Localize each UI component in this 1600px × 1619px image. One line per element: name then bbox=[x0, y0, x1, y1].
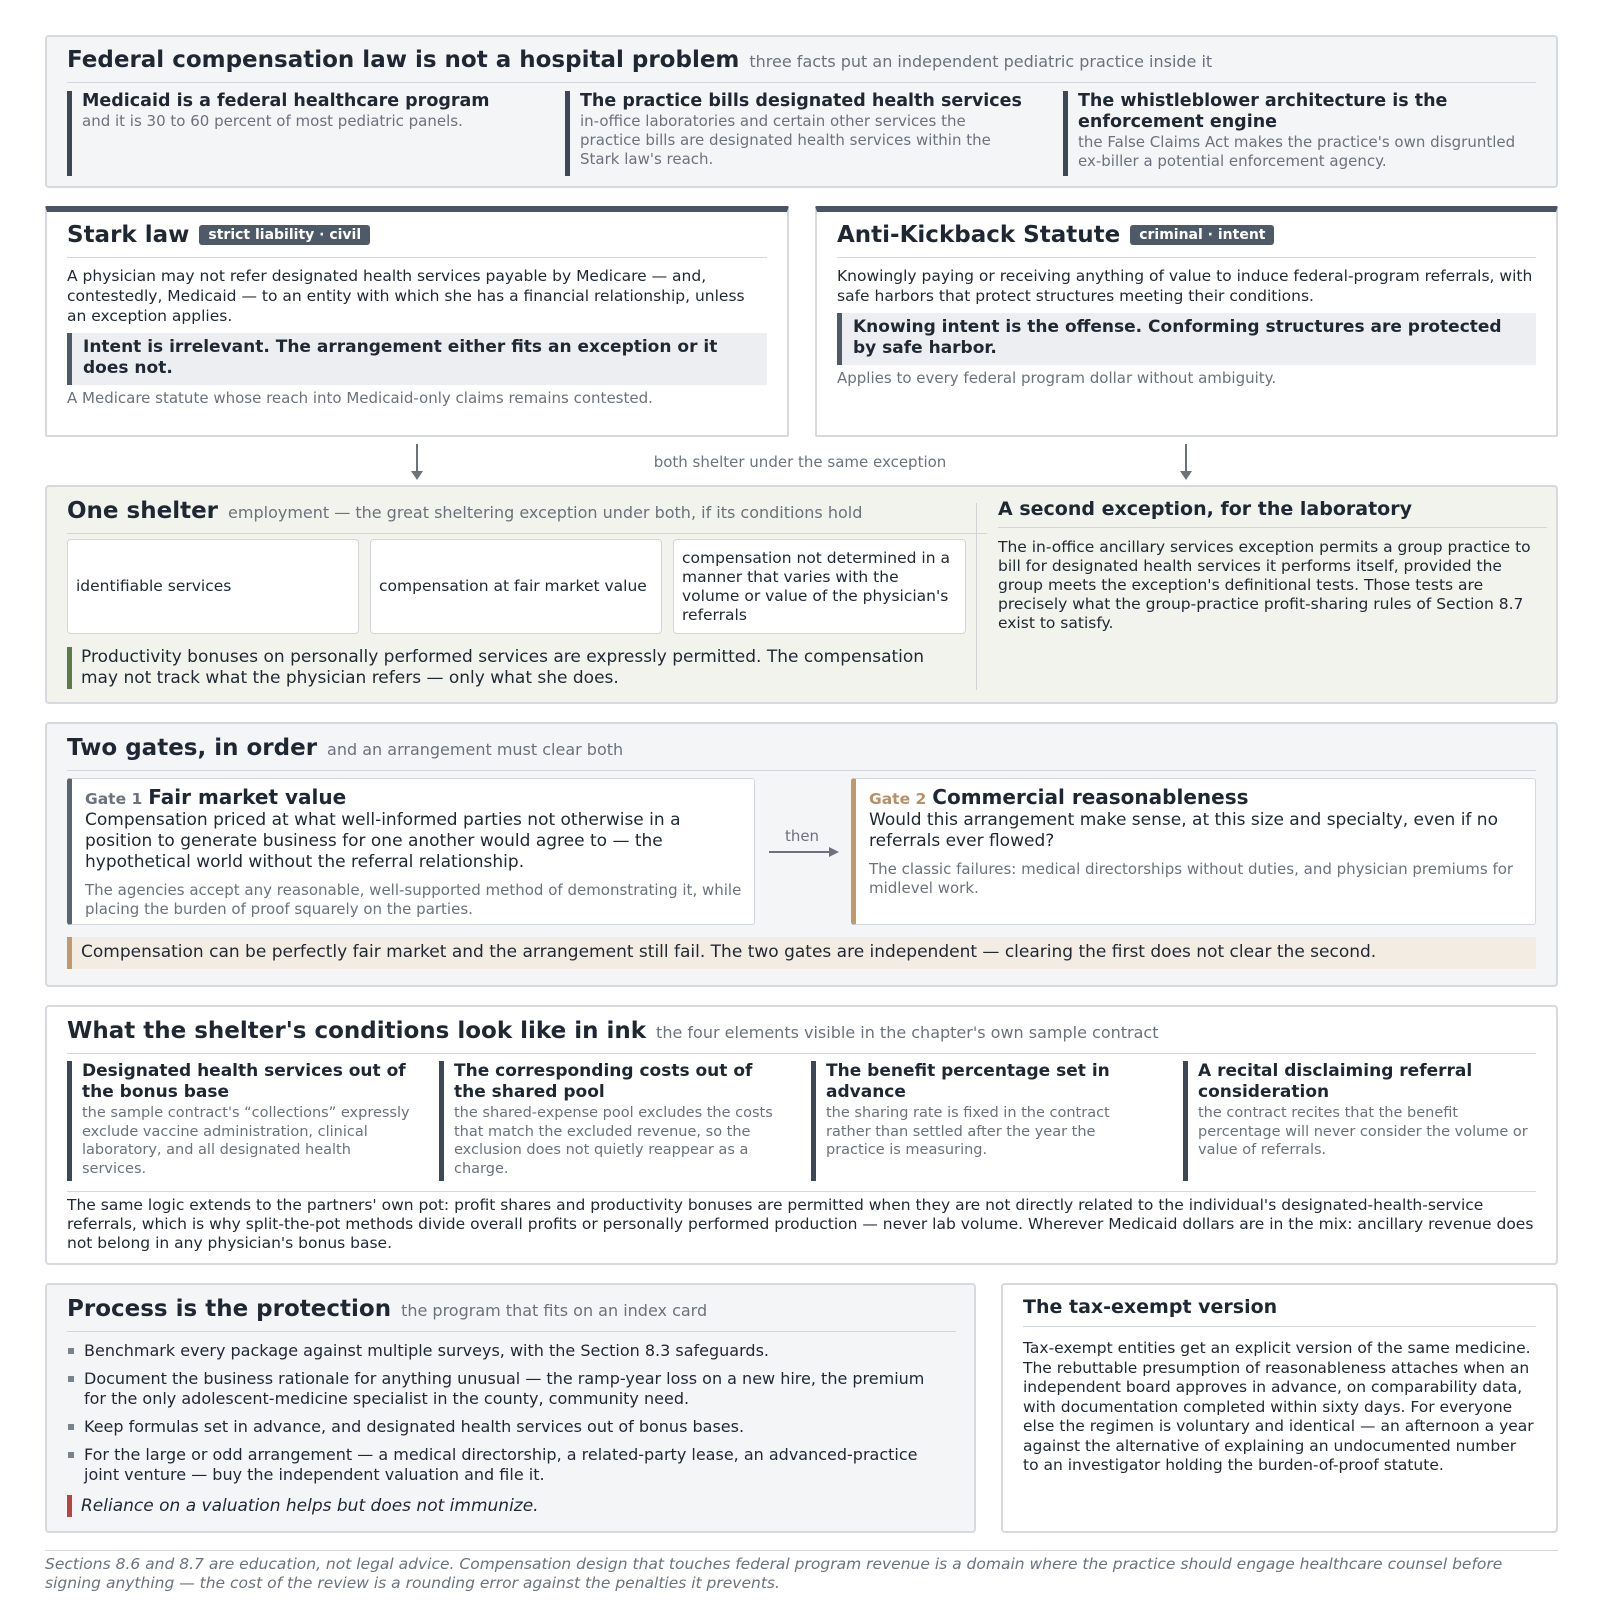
fact-title: The practice bills designated health services bbox=[580, 91, 1022, 111]
process-item: For the large or odd arrangement — a medical directorship, a related-party lease, an advanced-practice joint venture — buy the independent valuation and file it. bbox=[67, 1445, 927, 1485]
then-arrow bbox=[765, 844, 845, 860]
aks-note: Applies to every federal program dollar without ambiguity. bbox=[837, 369, 1277, 387]
element-referral-recital bbox=[1183, 1061, 1533, 1181]
process-list bbox=[67, 1341, 927, 1493]
aks-arrowhead bbox=[1180, 471, 1192, 480]
gate-fair-market-value bbox=[67, 778, 755, 925]
element-desc: the contract recites that the benefit percentage will never consider the volume or value of referrals. bbox=[1198, 1105, 1528, 1158]
fact-dhs bbox=[565, 91, 1025, 176]
shelter-header bbox=[67, 498, 987, 534]
ink-subtitle: the four elements visible in the chapter's own sample contract bbox=[656, 1023, 1159, 1042]
lab-exception-title: A second exception, for the laboratory bbox=[998, 498, 1547, 528]
element-desc: the shared-expense pool excludes the costs that match the excluded revenue, so the exclusion does not quietly reappear as a charge. bbox=[454, 1105, 773, 1177]
stark-arrowhead bbox=[411, 471, 423, 480]
element-desc: the sharing rate is fixed in the contract rather than settled after the year the practice is measuring. bbox=[826, 1105, 1110, 1158]
gates-title: Two gates, in order bbox=[67, 735, 318, 761]
fact-whistleblower bbox=[1063, 91, 1531, 176]
condition-fair-market-value: compensation at fair market value bbox=[370, 539, 662, 634]
fact-title: The whistleblower architecture is the enforcement engine bbox=[1078, 91, 1448, 132]
intro-header bbox=[67, 47, 1536, 83]
anti-kickback-panel bbox=[815, 206, 1558, 437]
stark-body: A physician may not refer designated health services payable by Medicare — and, contestedly, Medicaid — to an entity with which she has a financial relationship, unless an exception applies. bbox=[67, 267, 745, 325]
shelter-note: Productivity bonuses on personally performed services are expressly permitted. The compensation may not track what the physician refers — only what she does. bbox=[67, 647, 957, 689]
stark-title: Stark law bbox=[67, 222, 190, 248]
tax-exempt-panel bbox=[1001, 1283, 1558, 1533]
aks-title: Anti-Kickback Statute bbox=[837, 222, 1121, 248]
connector-label: both shelter under the same exception bbox=[653, 453, 947, 471]
element-title: The benefit percentage set in advance bbox=[826, 1061, 1110, 1102]
element-desc: the sample contract's “collections” expressly exclude vaccine administration, clinical laboratory, and all designated health services. bbox=[82, 1105, 410, 1177]
gate2-note: The classic failures: medical directorships without duties, and physician premiums for midlevel work. bbox=[869, 860, 1514, 897]
gates-panel bbox=[45, 722, 1558, 987]
gates-header bbox=[67, 735, 1536, 771]
fact-title: Medicaid is a federal healthcare program bbox=[82, 91, 490, 111]
stark-callout: Intent is irrelevant. The arrangement either fits an exception or it does not. bbox=[67, 333, 767, 385]
fact-medicaid bbox=[67, 91, 537, 176]
ink-header bbox=[67, 1018, 1536, 1054]
gate1-label: Gate 1 bbox=[85, 790, 143, 808]
element-dhs-out-of-bonus bbox=[67, 1061, 412, 1181]
then-label: then bbox=[784, 827, 820, 845]
fact-desc: the False Claims Act makes the practice's own disgruntled ex-biller a potential enforcement agency. bbox=[1078, 133, 1516, 170]
aks-header bbox=[837, 222, 1536, 258]
aks-callout: Knowing intent is the offense. Conforming structures are protected by safe harbor. bbox=[837, 313, 1536, 365]
fact-desc: and it is 30 to 60 percent of most pediatric panels. bbox=[82, 112, 463, 130]
ink-title: What the shelter's conditions look like in ink bbox=[67, 1018, 647, 1044]
process-subtitle: the program that fits on an index card bbox=[401, 1301, 708, 1320]
process-warning: Reliance on a valuation helps but does not immunize. bbox=[67, 1495, 539, 1517]
condition-identifiable-services: identifiable services bbox=[67, 539, 359, 634]
stark-header bbox=[67, 222, 767, 258]
process-item: Keep formulas set in advance, and designated health services out of bonus bases. bbox=[67, 1417, 927, 1437]
gates-footer: Compensation can be perfectly fair market and the arrangement still fail. The two gates are independent — clearing the first does not clear the second. bbox=[67, 937, 1536, 969]
aks-badge: criminal · intent bbox=[1130, 225, 1274, 245]
disclaimer: Sections 8.6 and 8.7 are education, not legal advice. Compensation design that touches federal program revenue is a domain where the practice should engage healthcare counsel before signing anything — the cost of the review is a rounding error against the penalties it prevents. bbox=[45, 1555, 1503, 1592]
intro-title: Federal compensation law is not a hospital problem bbox=[67, 47, 740, 73]
gate-commercial-reasonableness bbox=[851, 778, 1536, 925]
stark-note: A Medicare statute whose reach into Medicaid-only claims remains contested. bbox=[67, 389, 653, 407]
intro-subtitle: three facts put an independent pediatric practice inside it bbox=[749, 52, 1213, 71]
ink-footer: The same logic extends to the partners' own pot: profit shares and productivity bonuses are permitted when they are not directly related to the individual's designated-health-service referrals, which is why split-the-pot methods divide overall profits or personally performed production — never lab volume. Wherever Medicaid dollars are in the mix: ancillary revenue does not belong in any physician's bonus base. bbox=[67, 1196, 1534, 1252]
shelter-panel bbox=[45, 485, 1558, 704]
gate2-body: Would this arrangement make sense, at this size and specialty, even if no referrals ever flowed? bbox=[869, 810, 1498, 851]
disclaimer-divider bbox=[45, 1550, 1558, 1551]
process-item: Benchmark every package against multiple surveys, with the Section 8.3 safeguards. bbox=[67, 1341, 927, 1361]
shelter-divider bbox=[976, 503, 977, 690]
gate2-label: Gate 2 bbox=[869, 790, 927, 808]
process-header bbox=[67, 1296, 956, 1332]
gates-subtitle: and an arrangement must clear both bbox=[327, 740, 624, 759]
condition-not-referral-based: compensation not determined in a manner that varies with the volume or value of the physician's referrals bbox=[673, 539, 966, 634]
intro-panel bbox=[45, 35, 1558, 188]
element-costs-out-of-pool bbox=[439, 1061, 784, 1181]
fact-desc: in-office laboratories and certain other services the practice bills are designated health services within the Stark law's reach. bbox=[580, 112, 991, 168]
stark-badge: strict liability · civil bbox=[199, 225, 370, 245]
tax-exempt-body: Tax-exempt entities get an explicit version of the same medicine. The rebuttable presumption of reasonableness attaches when an independent board approves in advance, on comparability data, with documentation completed within sixty days. For everyone else the regimen is voluntary and identical — an afternoon a year against the alternative of explaining an undocumented number to an investigator holding the burden-of-proof statute. bbox=[1023, 1339, 1534, 1474]
process-title: Process is the protection bbox=[67, 1296, 392, 1322]
tax-exempt-title: The tax-exempt version bbox=[1023, 1296, 1536, 1327]
element-title: Designated health services out of the bonus base bbox=[82, 1061, 406, 1102]
element-title: A recital disclaiming referral consideration bbox=[1198, 1061, 1473, 1102]
shelter-subtitle: employment — the great sheltering exception under both, if its conditions hold bbox=[228, 503, 863, 522]
ink-divider bbox=[67, 1191, 1536, 1192]
process-panel bbox=[45, 1283, 976, 1533]
element-title: The corresponding costs out of the shared pool bbox=[454, 1061, 753, 1102]
stark-law-panel bbox=[45, 206, 789, 437]
lab-exception-body: The in-office ancillary services exception permits a group practice to bill for designated health services it performs itself, provided the group meets the exception's definitional tests. Those tests are precisely what the group-practice profit-sharing rules of Section 8.7 exist to satisfy. bbox=[998, 538, 1531, 632]
ink-panel bbox=[45, 1005, 1558, 1265]
gate1-note: The agencies accept any reasonable, well-supported method of demonstrating it, while placing the burden of proof squarely on the parties. bbox=[85, 881, 742, 918]
element-percentage-in-advance bbox=[811, 1061, 1156, 1181]
gate1-title: Fair market value bbox=[148, 785, 347, 809]
aks-body: Knowingly paying or receiving anything of value to induce federal-program referrals, with safe harbors that protect structures meeting their conditions. bbox=[837, 267, 1533, 305]
gate2-title: Commercial reasonableness bbox=[932, 785, 1249, 809]
gate1-body: Compensation priced at what well-informed parties not otherwise in a position to generate business for one another would agree to — the hypothetical world without the referral relationship. bbox=[85, 810, 681, 872]
process-item: Document the business rationale for anything unusual — the ramp-year loss on a new hire, the premium for the only adolescent-medicine specialist in the county, community need. bbox=[67, 1369, 927, 1409]
shelter-title: One shelter bbox=[67, 498, 219, 524]
